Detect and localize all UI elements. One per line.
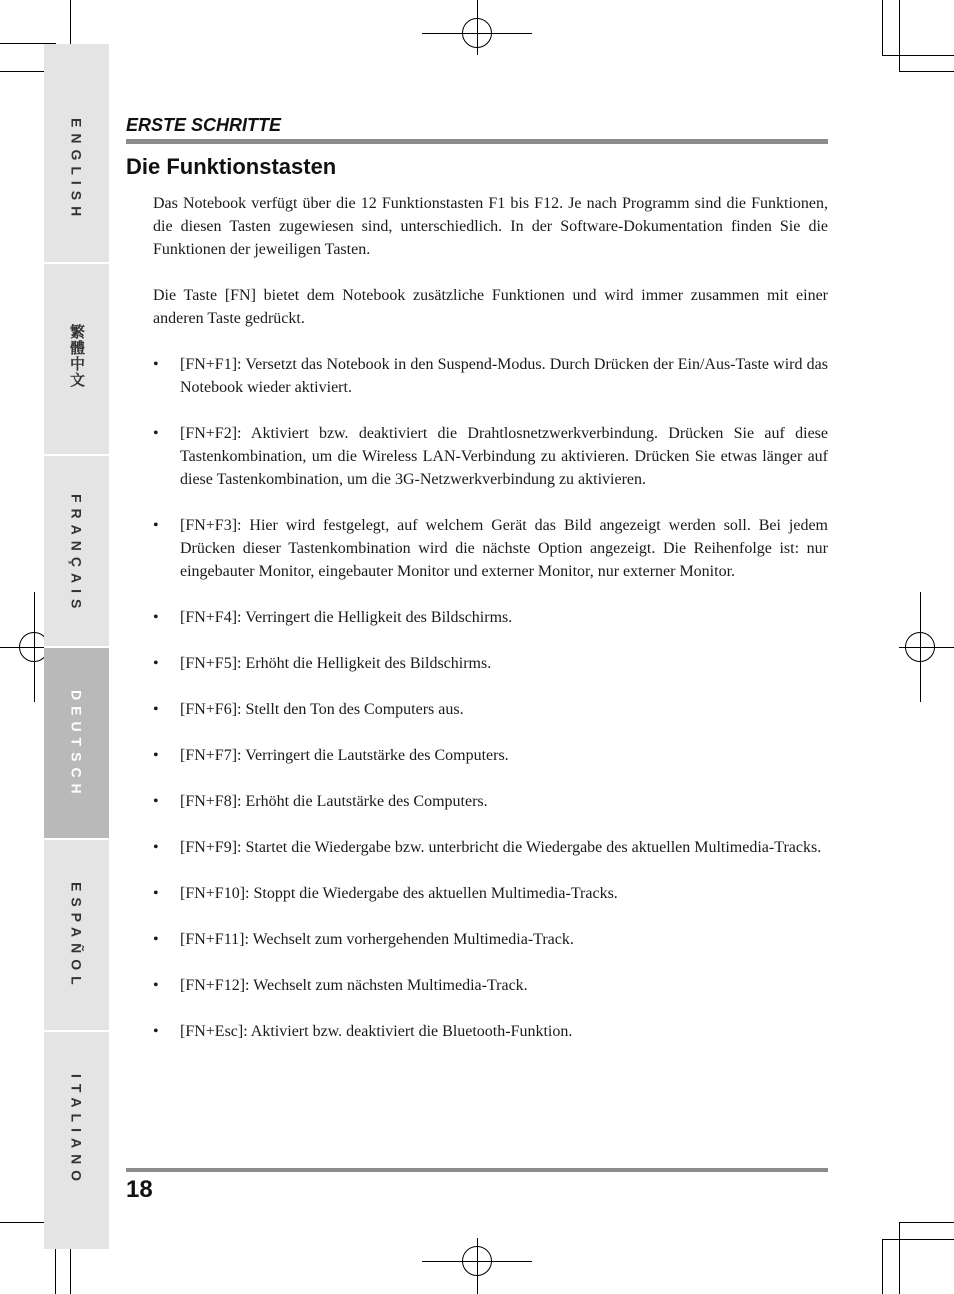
tab-espanol[interactable] xyxy=(44,840,109,1032)
list-item-text: [FN+F7]: Verringert die Lautstärke des Computers. xyxy=(180,747,509,764)
list-item xyxy=(153,790,828,813)
tab-deutsch[interactable] xyxy=(44,648,109,840)
tab-chinese[interactable] xyxy=(44,264,109,456)
list-item-text: [FN+F12]: Wechselt zum nächsten Multimedia-Track. xyxy=(180,977,528,994)
bullet-icon: • xyxy=(153,609,159,626)
list-item xyxy=(153,974,828,997)
bullet-icon: • xyxy=(153,655,159,672)
language-tabs xyxy=(44,44,109,1249)
page-title: Die Funktionstasten xyxy=(126,154,337,179)
list-item-text: [FN+F4]: Verringert die Helligkeit des Bildschirms. xyxy=(180,609,513,626)
fn-key-paragraph: Die Taste [FN] bietet dem Notebook zusätzliche Funktionen und wird immer zusammen mit einer anderen Taste gedrückt. xyxy=(153,287,828,327)
list-item xyxy=(153,928,828,951)
list-item-text: [FN+F11]: Wechselt zum vorhergehenden Multimedia-Track. xyxy=(180,931,574,948)
list-item-text: [FN+F5]: Erhöht die Helligkeit des Bildschirms. xyxy=(180,655,492,672)
bullet-icon: • xyxy=(153,885,159,902)
list-item-text: [FN+F6]: Stellt den Ton des Computers aus. xyxy=(180,701,464,718)
list-item-text: [FN+F2]: Aktiviert bzw. deaktiviert die Drahtlosnetzwerkverbindung. Drücken Sie auf diese Tastenkombination, um die Wireless LAN-Verbindung zu aktivieren. Drücken Sie etwas länger auf diese Tastenkombination, um die 3G-Netzwerkverbindung zu aktivieren. xyxy=(180,425,828,488)
tab-label: ENGLISH xyxy=(68,118,85,223)
list-item-text: [FN+F1]: Versetzt das Notebook in den Suspend-Modus. Durch Drücken der Ein/Aus-Taste wird das Notebook wieder aktiviert. xyxy=(180,356,828,396)
section-label: ERSTE SCHRITTE xyxy=(126,115,282,135)
list-item-text: [FN+F8]: Erhöht die Lautstärke des Computers. xyxy=(180,793,488,810)
tab-label: DEUTSCH xyxy=(68,690,85,800)
intro-paragraph: Das Notebook verfügt über die 12 Funktionstasten F1 bis F12. Je nach Programm sind die Funktionen, die diesen Tasten zugewiesen sind, unterschiedlich. In der Software-Dokumentation finden Sie die Funktionen der jeweiligen Tasten. xyxy=(153,195,828,258)
tab-italiano[interactable] xyxy=(44,1032,109,1249)
list-item xyxy=(153,353,828,399)
bullet-icon: • xyxy=(153,977,159,994)
page-number: 18 xyxy=(126,1176,153,1203)
list-item xyxy=(153,652,828,675)
function-key-list xyxy=(153,353,828,1043)
tab-label: 繁體中文 xyxy=(68,324,85,388)
bullet-icon: • xyxy=(153,839,159,856)
list-item xyxy=(153,1020,828,1043)
header-rule xyxy=(126,139,828,144)
list-item xyxy=(153,698,828,721)
list-item xyxy=(153,422,828,491)
page-content xyxy=(153,192,828,1066)
bullet-icon: • xyxy=(153,356,159,373)
bullet-icon: • xyxy=(153,931,159,948)
bullet-icon: • xyxy=(153,517,159,534)
list-item-text: [FN+F9]: Startet die Wiedergabe bzw. unterbricht die Wiedergabe des aktuellen Multimedia-Tracks. xyxy=(180,839,822,856)
tab-english[interactable] xyxy=(44,44,109,264)
list-item xyxy=(153,882,828,905)
list-item-text: [FN+Esc]: Aktiviert bzw. deaktiviert die Bluetooth-Funktion. xyxy=(180,1023,573,1040)
list-item-text: [FN+F10]: Stoppt die Wiedergabe des aktuellen Multimedia-Tracks. xyxy=(180,885,618,902)
bullet-icon: • xyxy=(153,747,159,764)
list-item xyxy=(153,836,828,859)
list-item xyxy=(153,744,828,767)
bullet-icon: • xyxy=(153,425,159,442)
list-item-text: [FN+F3]: Hier wird festgelegt, auf welchem Gerät das Bild angezeigt werden soll. Bei jedem Drücken dieser Tastenkombination wird die nächste Option angezeigt. Die Reihenfolge ist: nur eingebauter Monitor, eingebauter Monitor und externer Monitor, nur externer Monitor. xyxy=(180,517,828,580)
tab-francais[interactable] xyxy=(44,456,109,648)
tab-label: ESPAÑOL xyxy=(68,882,85,991)
bullet-icon: • xyxy=(153,1023,159,1040)
bullet-icon: • xyxy=(153,793,159,810)
footer-rule xyxy=(126,1168,828,1172)
bullet-icon: • xyxy=(153,701,159,718)
tab-label: ITALIANO xyxy=(68,1074,85,1188)
tab-label: FRANÇAIS xyxy=(68,494,85,615)
list-item xyxy=(153,606,828,629)
list-item xyxy=(153,514,828,583)
